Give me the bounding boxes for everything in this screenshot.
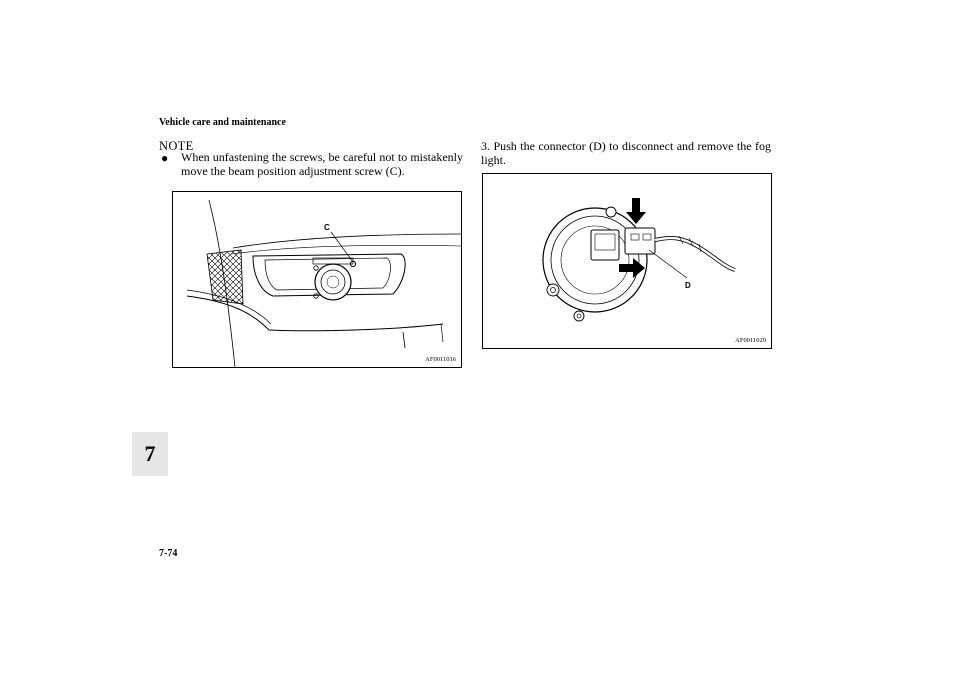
connector-illustration xyxy=(483,174,771,348)
fog-light-connector-figure xyxy=(482,173,772,349)
figure-code: AF0011016 xyxy=(425,356,456,363)
step-instruction: Push the connector (D) to disconnect and remove the fog light. xyxy=(481,139,772,167)
step-3-text xyxy=(481,139,771,167)
callout-d-label: D xyxy=(685,281,691,290)
callout-c-label: C xyxy=(324,223,330,232)
bumper-illustration xyxy=(173,192,461,367)
figure-code: AF0011029 xyxy=(735,337,766,344)
page-number: 7-74 xyxy=(159,548,178,559)
bullet-icon: ● xyxy=(161,151,169,165)
chapter-tab: 7 xyxy=(132,432,168,476)
note-label: NOTE xyxy=(159,139,194,153)
step-number: 3. xyxy=(481,139,490,153)
fog-light-bumper-figure xyxy=(172,191,462,368)
section-header: Vehicle care and maintenance xyxy=(159,117,286,128)
note-text: When unfastening the screws, be careful not to mistakenly move the beam position adjustment screw (C). xyxy=(181,150,463,178)
